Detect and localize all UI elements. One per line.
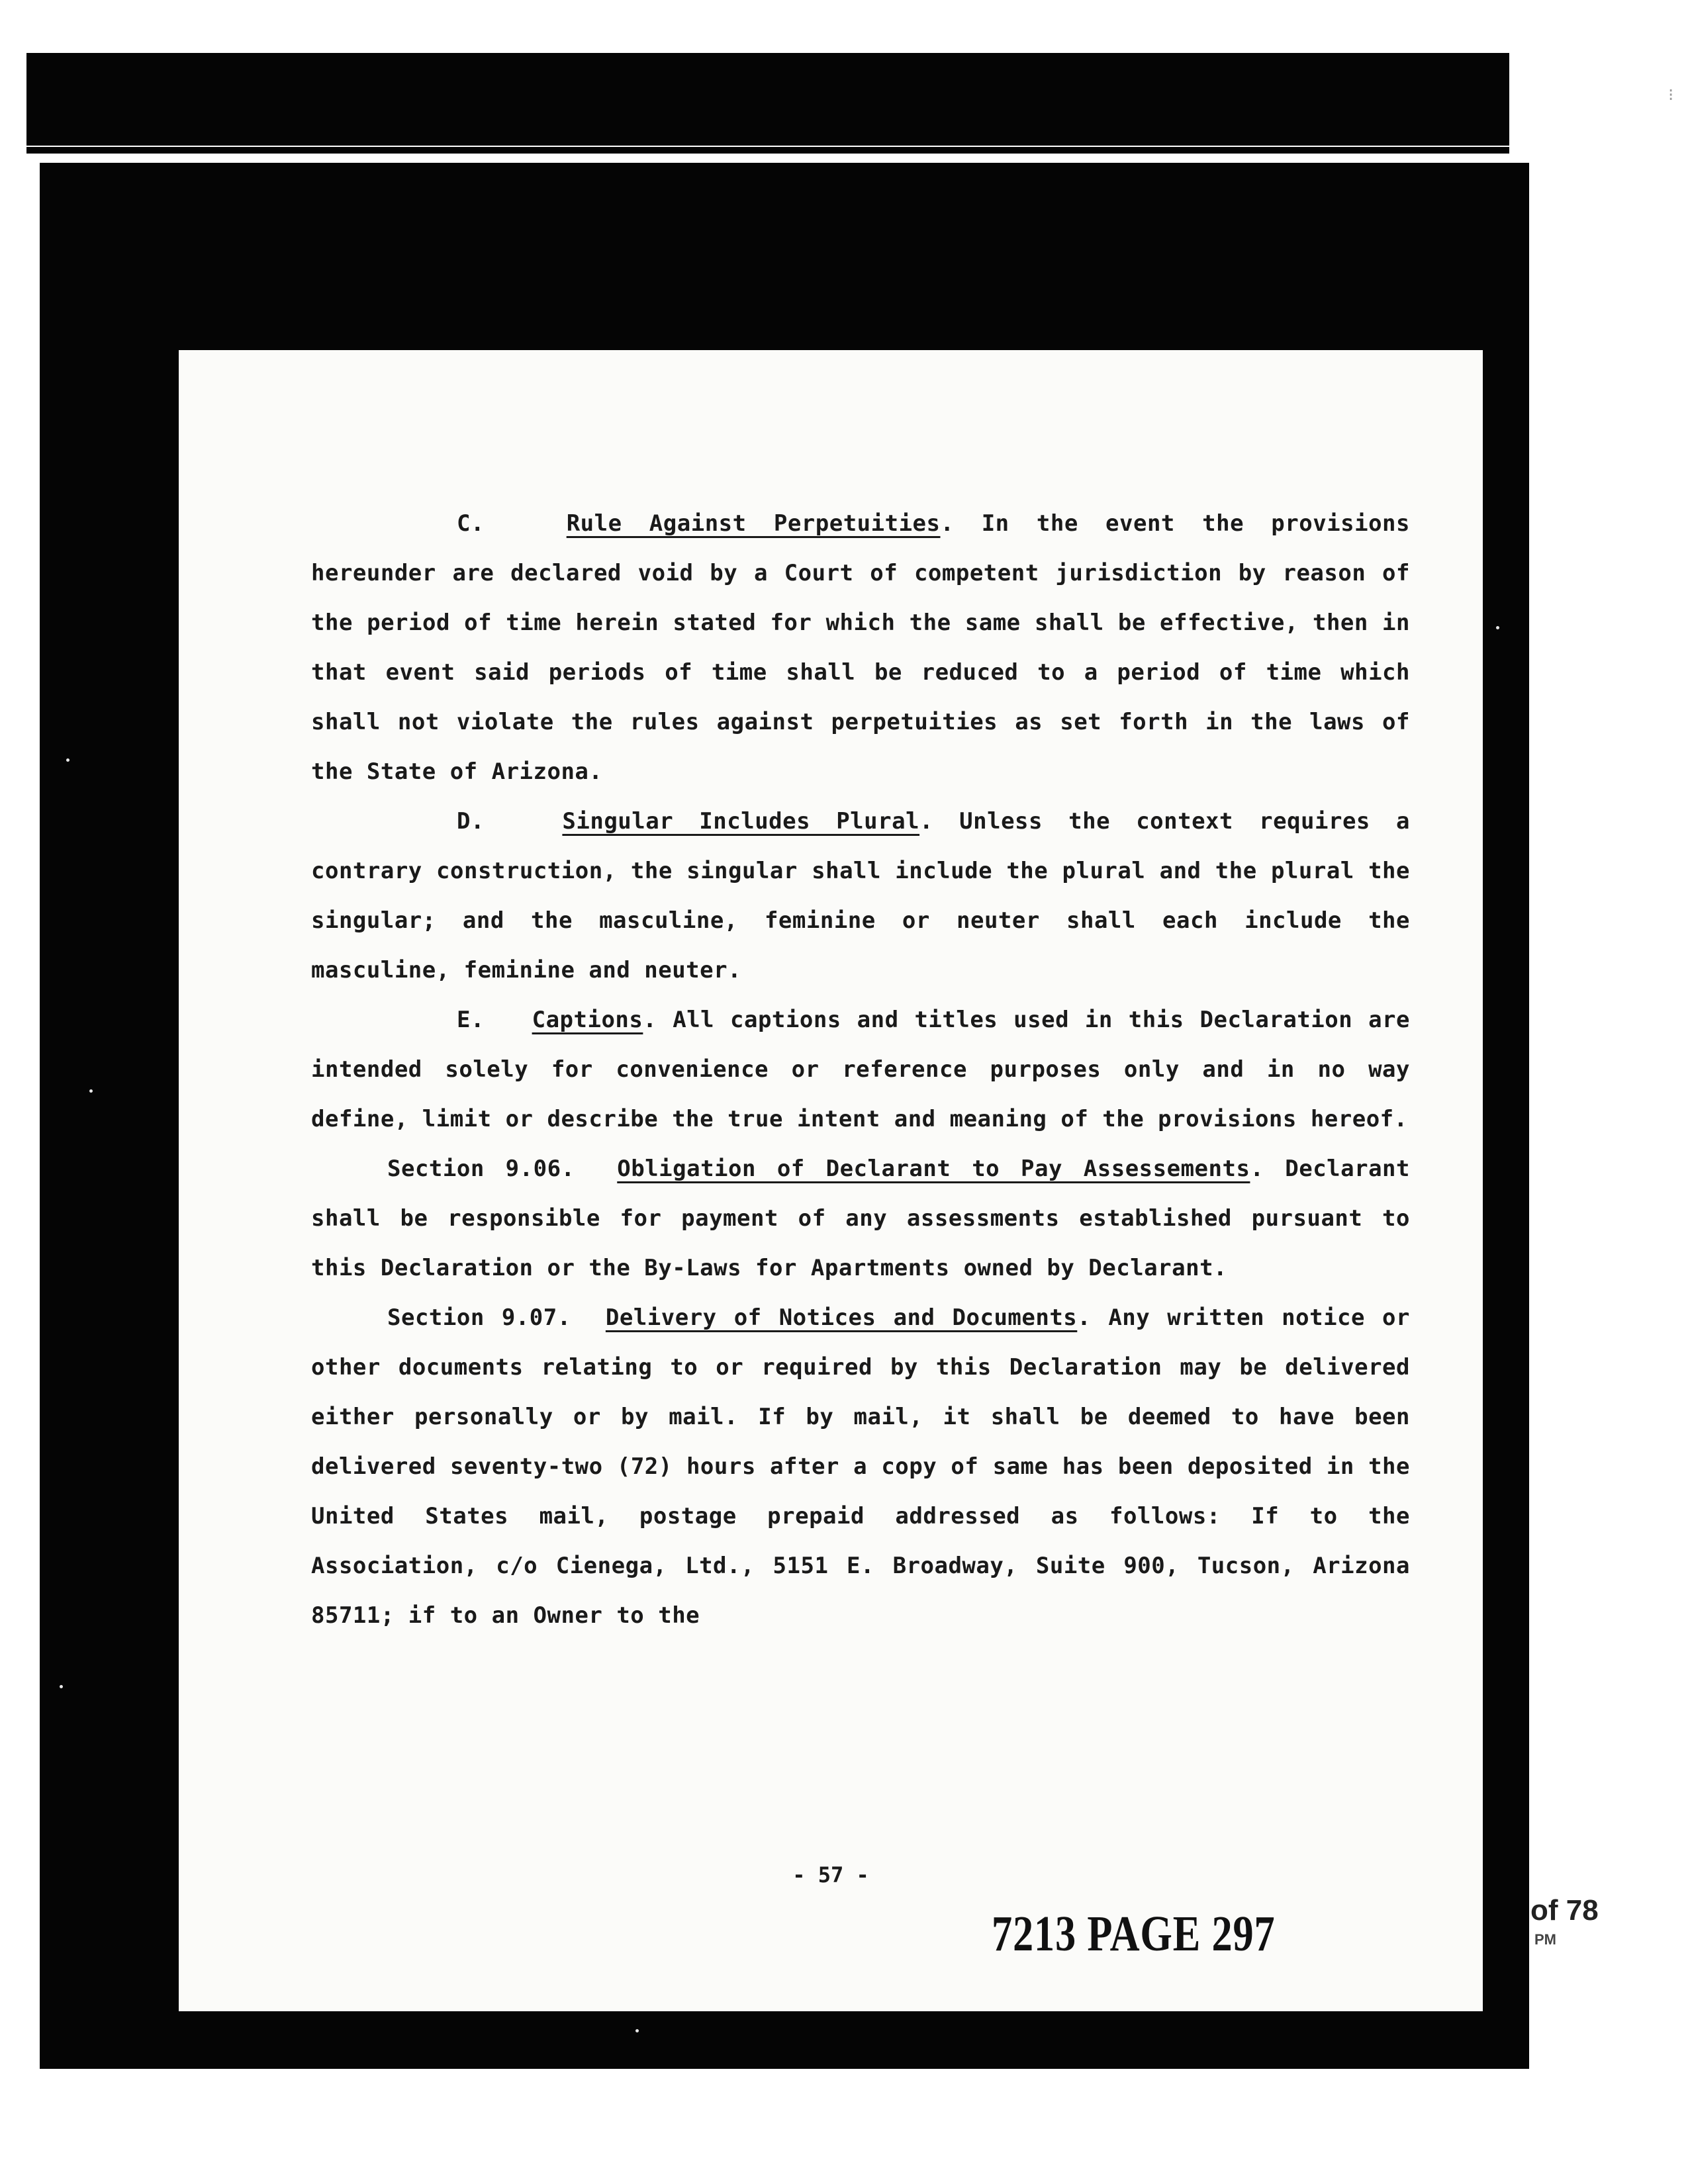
document-page <box>179 350 1483 2011</box>
scan-frame <box>40 163 1529 2069</box>
paragraph-c <box>311 499 1410 797</box>
section-label: Section 9.07. <box>387 1304 571 1331</box>
viewer-page-count: of 78 <box>1530 1894 1599 1927</box>
section-text: . Declarant shall be responsible for payment of any assessments established pursuant to this Declaration or the By-Laws for Apartments owned by Declarant. <box>311 1156 1411 1281</box>
book-page-stamp: 7213 PAGE 297 <box>992 1906 1276 1962</box>
margin-tick: ⁝ <box>1668 85 1674 105</box>
scan-top-band <box>26 53 1509 146</box>
paragraph-text: . All captions and titles used in this Declaration are intended solely for convenience or reference purposes only and in no way define, limit or describe the true intent and meaning of the provisions hereof. <box>311 1007 1410 1132</box>
paragraph-text: . In the event the provisions hereunder are declared void by a Court of competent jurisdiction by reason of the period of time herein stated for which the same shall be effective, then in that event said periods of time shall be reduced to a period of time which shall not violate the rules against perpetuities as set forth in the laws of the State of Arizona. <box>311 510 1410 785</box>
page-number: - 57 - <box>792 1862 869 1888</box>
paragraph-label: E. <box>457 1007 485 1033</box>
section-label: Section 9.06. <box>387 1156 575 1182</box>
section-heading: Obligation of Declarant to Pay Assessements <box>617 1156 1250 1182</box>
section-heading: Delivery of Notices and Documents <box>605 1304 1078 1331</box>
scan-speck <box>66 758 70 762</box>
section-9-07 <box>311 1293 1410 1641</box>
section-9-06 <box>311 1144 1410 1293</box>
scan-speck <box>60 1685 63 1688</box>
paragraph-text: . Unless the context requires a contrary construction, the singular shall include the plural and the plural the singular; and the masculine, feminine or neuter shall each include the masculine, feminine and neuter. <box>311 808 1410 983</box>
paragraph-d <box>311 797 1410 995</box>
scan-speck <box>635 2029 639 2032</box>
document-body <box>311 499 1410 1641</box>
paragraph-heading: Rule Against Perpetuities <box>566 510 941 537</box>
scan-top-line <box>26 147 1509 154</box>
paragraph-label: D. <box>457 808 485 835</box>
paragraph-heading: Singular Includes Plural <box>562 808 920 835</box>
section-text: . Any written notice or other documents relating to or required by this Declaration may be delivered either personally or by mail. If by mail, it shall be deemed to have been delivered seventy-two (72) hours after a copy of same has been deposited in the United States mail, postage prepaid addressed as follows: If to the Association, c/o Cienega, Ltd., 5151 E. Broadway, Suite 900, Tucson, Arizona 85711; if to an Owner to the <box>311 1304 1410 1629</box>
scan-speck <box>89 1089 93 1093</box>
paragraph-e <box>311 995 1410 1144</box>
paragraph-heading: Captions <box>532 1007 643 1033</box>
viewer-time-suffix: PM <box>1534 1931 1556 1948</box>
paragraph-label: C. <box>457 510 485 537</box>
scan-speck <box>1496 626 1499 629</box>
